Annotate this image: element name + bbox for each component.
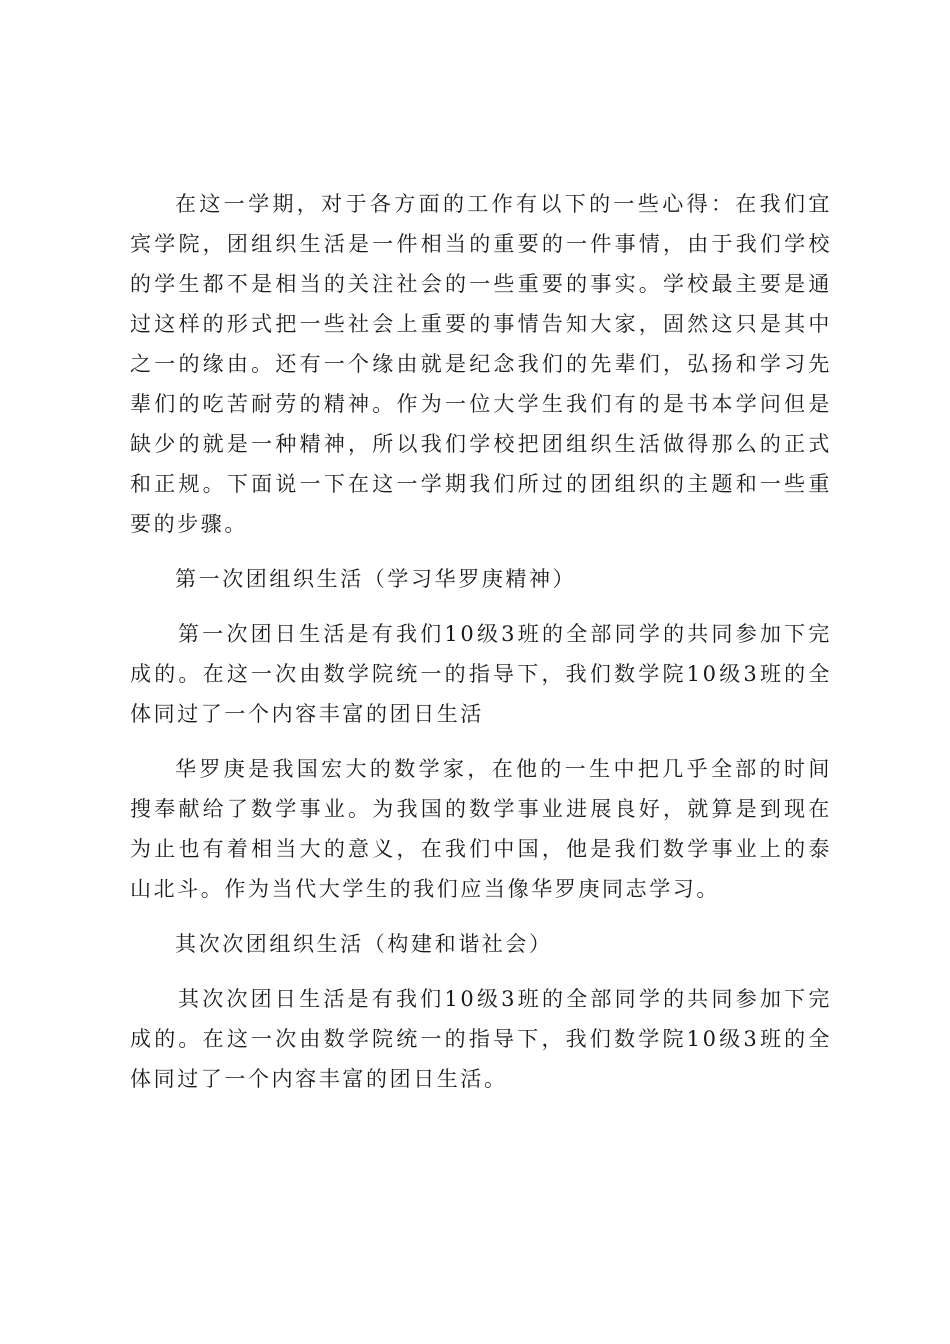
document-body [130, 184, 832, 1099]
second-activity-paragraph: 其次次团日生活是有我们10级3班的全部同学的共同参加下完成的。在这一次由数学院统一的指导下，我们数学院10级3班的全体同过了一个内容丰富的团日生活。 [130, 987, 832, 1091]
first-activity-paragraph: 第一次团日生活是有我们10级3班的全部同学的共同参加下完成的。在这一次由数学院统一的指导下，我们数学院10级3班的全体同过了一个内容丰富的团日生活 [130, 622, 832, 726]
section-heading-second-activity: 其次次团组织生活（构建和谐社会） [175, 932, 553, 956]
intro-paragraph: 在这一学期，对于各方面的工作有以下的一些心得：在我们宜宾学院，团组织生活是一件相当的重要的一件事情，由于我们学校的学生都不是相当的关注社会的一些重要的事实。学校最主要是通过这样的形式把一些社会上重要的事情告知大家，固然这只是其中之一的缘由。还有一个缘由就是纪念我们的先辈们，弘扬和学习先辈们的吃苦耐劳的精神。作为一位大学生我们有的是书本学问但是缺少的就是一种精神，所以我们学校把团组织生活做得那么的正式和正规。下面说一下在这一学期我们所过的团组织的主题和一些重要的步骤。 [130, 192, 832, 536]
hua-luogeng-paragraph: 华罗庚是我国宏大的数学家，在他的一生中把几乎全部的时间搜奉献给了数学事业。为我国的数学事业进展良好，就算是到现在为止也有着相当大的意义，在我们中国，他是我们数学事业上的泰山北斗。作为当代大学生的我们应当像华罗庚同志学习。 [130, 757, 832, 901]
section-heading-first-activity: 第一次团组织生活（学习华罗庚精神） [175, 567, 577, 591]
